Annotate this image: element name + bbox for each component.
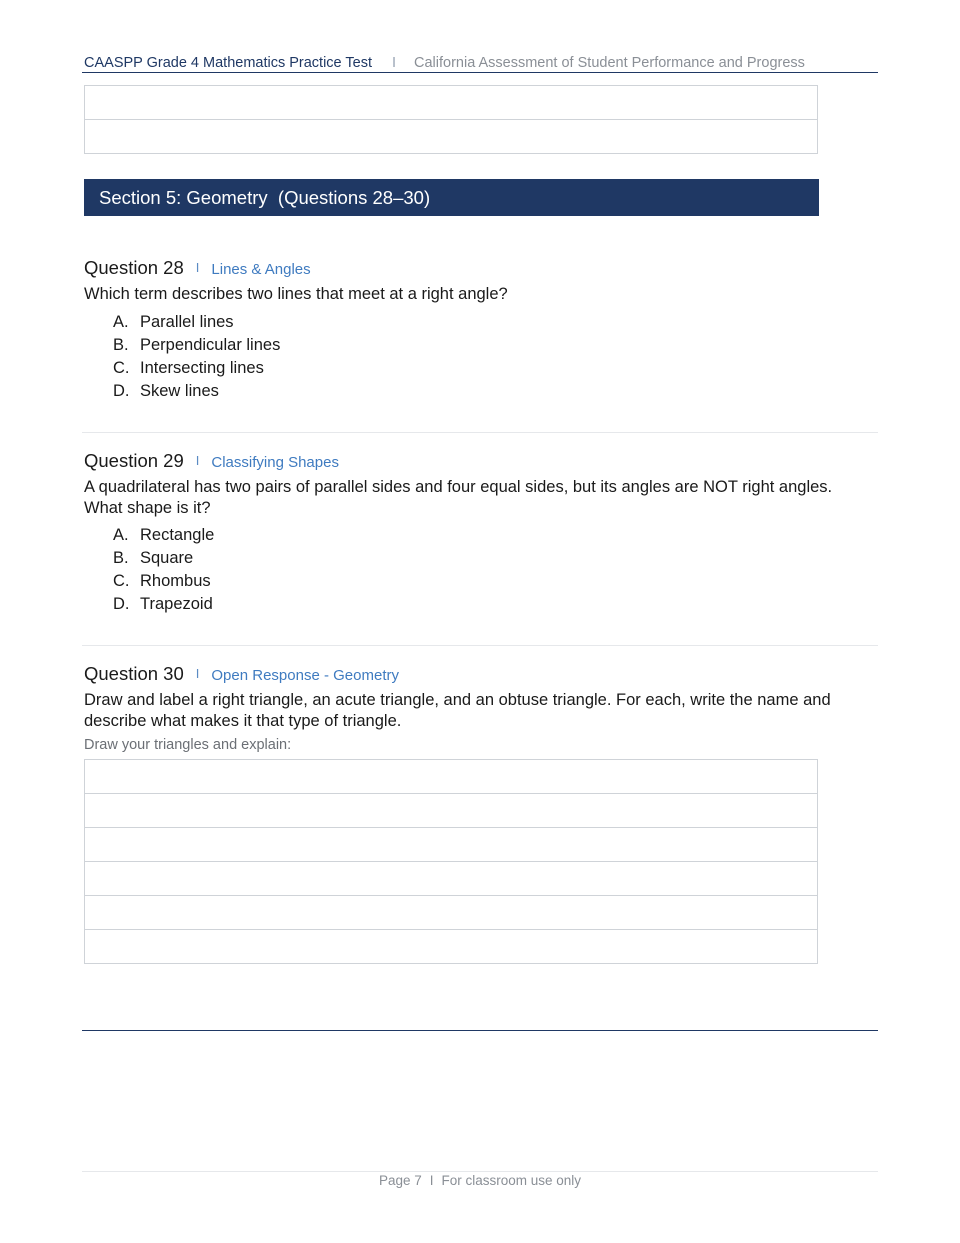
section-title: Section 5: Geometry (Questions 28–30) [99,187,431,208]
question-separator: I [195,260,200,275]
question-30 [84,662,884,753]
choice-text: Rectangle [140,526,215,544]
header-rule [82,72,878,73]
test-title: CAASPP Grade 4 Mathematics Practice Test [84,55,372,71]
choice-letter: A. [113,312,129,331]
page-footer [0,1171,960,1189]
question-header [84,662,884,686]
response-area[interactable] [84,759,818,964]
question-separator: I [195,453,200,468]
section-banner [84,179,819,216]
answer-line[interactable] [85,794,817,828]
choice-letter: D. [113,595,130,613]
choice-b[interactable] [113,547,884,570]
response-prompt: Draw your triangles and explain: [84,737,292,753]
choice-text: Square [140,549,194,567]
question-topic: Lines & Angles [211,261,311,278]
footer-separator: I [429,1173,434,1188]
question-text: A quadrilateral has two pairs of parallel sides and four equal sides, but its angles are NOT right angles. What shape is it? [84,478,833,517]
answer-line[interactable] [85,828,817,862]
choice-d[interactable] [113,593,884,616]
choice-letter: B. [113,549,129,567]
choice-text: Parallel lines [140,312,234,331]
choice-letter: B. [113,335,129,354]
page-header [84,55,878,71]
answer-choices [113,524,884,616]
choice-b[interactable] [113,334,884,357]
question-number: Question 29 [84,450,184,471]
question-header [84,449,884,473]
answer-line[interactable] [85,862,817,896]
question-number: Question 30 [84,663,184,684]
question-divider [82,432,878,433]
choice-text: Perpendicular lines [140,335,281,354]
choice-d[interactable] [113,380,884,403]
choice-a[interactable] [113,524,884,547]
header-separator: I [391,55,397,71]
question-header [84,256,884,280]
choice-a[interactable] [113,311,884,334]
section-end-rule [82,1030,878,1031]
header-subtitle: California Assessment of Student Performance and Progress [414,55,805,71]
choice-letter: C. [113,572,130,590]
choice-letter: A. [113,526,129,544]
answer-choices [113,311,884,403]
choice-letter: D. [113,381,130,400]
answer-line[interactable] [85,930,817,963]
answer-lines-carryover[interactable] [84,85,818,154]
question-text: Which term describes two lines that meet at a right angle? [84,285,508,303]
answer-line[interactable] [85,86,817,120]
choice-c[interactable] [113,570,884,593]
footer-note: For classroom use only [441,1173,582,1188]
answer-line[interactable] [85,896,817,930]
page-number: Page 7 [378,1173,422,1188]
question-29 [84,449,884,616]
question-text: Draw and label a right triangle, an acute triangle, and an obtuse triangle. For each, write the name and describe what makes it that type of triangle. [84,691,831,730]
answer-line[interactable] [85,120,817,153]
choice-text: Intersecting lines [140,358,264,377]
question-separator: I [195,666,200,681]
question-number: Question 28 [84,257,184,278]
question-topic: Classifying Shapes [211,454,339,471]
choice-text: Trapezoid [140,595,213,613]
answer-line[interactable] [85,760,817,794]
question-topic: Open Response - Geometry [211,667,399,684]
question-28 [84,256,884,403]
choice-text: Rhombus [140,572,211,590]
choice-c[interactable] [113,357,884,380]
question-divider [82,645,878,646]
choice-text: Skew lines [140,381,219,400]
choice-letter: C. [113,358,130,377]
